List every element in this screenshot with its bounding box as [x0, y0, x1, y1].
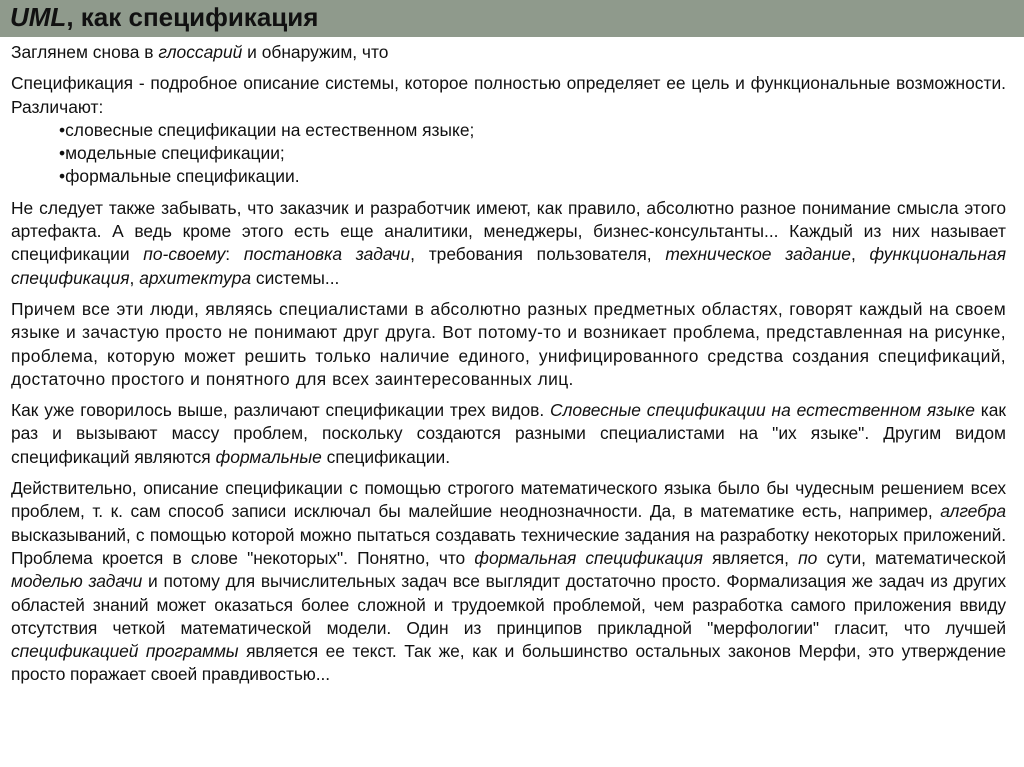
slide-content: [11, 41, 1006, 687]
text-run: сути, математической: [817, 547, 1006, 568]
definition-text: Спецификация - подробное описание системы, которое полностью определяет ее цель и функциональные возможности. Различают:: [11, 73, 1006, 117]
list-item-text: формальные спецификации.: [65, 166, 300, 187]
text-run: является ее текст. Так же, как и большинство остальных законов Мерфи, это утверждение просто поражает своей правдивостью...: [11, 641, 1006, 685]
italic-term: моделью задачи: [11, 571, 143, 592]
intro-paragraph: [11, 41, 1006, 64]
italic-term: постановка задачи: [243, 244, 411, 265]
text-run: Не следует также забывать, что заказчик и разработчик имеют, как правило, абсолютно разное понимание смысла этого артефакта. А ведь кроме этого есть еще аналитики, менеджеры, бизнес-консультанты... Каждый из них называет спецификации: [11, 197, 1006, 265]
bullet-icon: •: [59, 119, 66, 140]
text-run: как раз и вызывают массу проблем, поскольку создаются разными специалистами на "их языке". Другим видом спецификаций являются: [11, 400, 1006, 467]
text-run: и потому для вычислительных задач все выглядит достаточно просто. Формализация же задач из других областей знаний может оказаться более сложной и трудоемкой проблемой, чем разработка самого приложения ввиду отсутствия четкой математической модели. Один из принципов прикладной "мерфологии" гласит, что лучшей: [11, 571, 1006, 638]
text-run: Действительно, описание спецификации с помощью строгого математического языка было бы чудесным решением всех проблем, т. к. сам способ записи исключал бы малейшие неоднозначности. Да, в математике есть, например,: [11, 478, 1006, 522]
italic-term: формальная спецификация: [474, 547, 703, 568]
italic-term: алгебра: [940, 501, 1006, 522]
italic-term: спецификацией программы: [11, 641, 239, 662]
bullet-icon: •: [59, 143, 66, 164]
glossary-term: глоссарий: [158, 42, 243, 62]
italic-term: функциональная спецификация: [11, 244, 1006, 288]
understanding-paragraph: [11, 197, 1006, 290]
text-run: , требования пользователя,: [410, 244, 666, 265]
text-run: ,: [850, 244, 870, 265]
italic-term: архитектура: [139, 267, 252, 288]
title-rest: , как спецификация: [66, 2, 319, 32]
text-run: Как уже говорилось выше, различают спецификации трех видов.: [11, 400, 551, 421]
list-item: [59, 165, 1006, 188]
intro-text-end: и обнаружим, что: [242, 42, 389, 62]
text-run: является,: [702, 547, 799, 568]
bullet-icon: •: [59, 166, 66, 187]
text-run: спецификации.: [321, 446, 451, 467]
slide-title: [10, 0, 1024, 35]
formal-spec-paragraph: [11, 477, 1006, 687]
intro-text: Заглянем снова в: [11, 42, 159, 62]
list-item: [59, 142, 1006, 165]
italic-term: по: [798, 547, 818, 568]
definition-paragraph: [11, 72, 1006, 119]
title-bar: [0, 0, 1024, 37]
list-item: [59, 119, 1006, 142]
text-run: системы...: [251, 267, 340, 288]
spec-types-list: [11, 119, 1006, 189]
list-item-text: модельные спецификации;: [65, 143, 285, 164]
text-run: ,: [129, 267, 140, 288]
italic-term: техническое задание: [665, 244, 851, 265]
text-run: высказываний, с помощью которой можно пытаться создавать технические задания на разработку некоторых приложений. Проблема кроется в слове "некоторых". Понятно, что: [11, 524, 1006, 568]
list-item-text: словесные спецификации на естественном языке;: [65, 119, 475, 140]
spec-kinds-paragraph: [11, 399, 1006, 469]
italic-term: формальные: [215, 446, 322, 467]
italic-term: по-своему: [143, 244, 226, 265]
problem-text: Причем все эти люди, являясь специалистами в абсолютно разных предметных областях, говорят каждый на своем языке и зачастую просто не понимают друг друга. Вот потому-то и возникает проблема, представленная на рисунке, проблема, которую может решить только наличие единого, унифицированного средства создания спецификаций, достаточно простого и понятного для всех заинтересованных лиц.: [11, 298, 1006, 389]
problem-paragraph: [11, 298, 1006, 391]
italic-term: Словесные спецификации на естественном языке: [550, 400, 975, 421]
title-uml: UML: [10, 2, 67, 32]
text-run: :: [225, 244, 244, 265]
